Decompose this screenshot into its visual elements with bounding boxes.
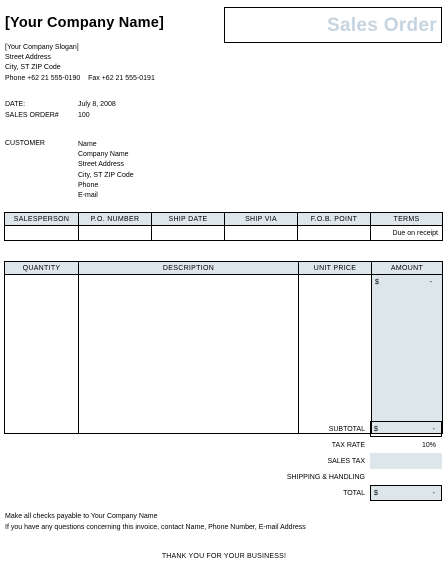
salesperson-cell[interactable]: [5, 226, 79, 241]
order-info-header-row: [5, 213, 443, 226]
customer-phone: Phone: [78, 181, 99, 189]
description-column[interactable]: [79, 275, 299, 434]
footer-notes: [5, 512, 306, 533]
document-title-box: [224, 7, 442, 43]
company-city: City, ST ZIP Code: [5, 64, 61, 72]
po-number-cell[interactable]: [79, 226, 152, 241]
order-info-row: [5, 226, 443, 241]
subtotal-currency: $: [374, 425, 378, 433]
ship-date-cell[interactable]: [152, 226, 225, 241]
fob-point-header: F.O.B. POINT: [298, 213, 371, 226]
amount-value: -: [429, 279, 432, 286]
sales-tax-row: [265, 453, 442, 469]
payment-note: Make all checks payable to Your Company Name: [5, 513, 158, 520]
order-info-table: [4, 212, 443, 241]
shipping-label: SHIPPING & HANDLING: [286, 473, 365, 481]
unit-price-column[interactable]: [299, 275, 372, 434]
po-number-header: P.O. NUMBER: [79, 213, 152, 226]
customer-city: City, ST ZIP Code: [78, 171, 134, 179]
line-items-table: [4, 261, 443, 434]
tax-rate-label: TAX RATE: [331, 441, 365, 449]
ship-via-header: SHIP VIA: [225, 213, 298, 226]
unit-price-header: UNIT PRICE: [299, 262, 372, 275]
customer-company: Company Name: [78, 151, 129, 159]
terms-header: TERMS: [371, 213, 443, 226]
total-row: [265, 485, 442, 501]
company-contact: Phone +62 21 555-0190 Fax +62 21 555-0191: [5, 74, 155, 82]
quantity-header: QUANTITY: [5, 262, 79, 275]
subtotal-row: [265, 421, 442, 437]
subtotal-value: -: [432, 425, 435, 433]
customer-email: E-mail: [78, 192, 98, 200]
subtotal-label: SUBTOTAL: [328, 425, 365, 433]
totals-block: [265, 421, 442, 501]
company-address-block: [5, 43, 155, 84]
amount-currency: $: [375, 279, 379, 286]
questions-note: If you have any questions concerning this invoice, contact Name, Phone Number, E-mail Address: [5, 523, 306, 531]
sales-tax-label: SALES TAX: [327, 457, 365, 465]
company-name: [Your Company Name]: [5, 15, 165, 31]
sales-tax-field[interactable]: [370, 453, 442, 469]
line-items-body-row: [5, 275, 443, 434]
quantity-column[interactable]: [5, 275, 79, 434]
description-header: DESCRIPTION: [79, 262, 299, 275]
amount-header: AMOUNT: [372, 262, 443, 275]
shipping-row: [265, 469, 442, 485]
company-slogan: [Your Company Slogan]: [5, 44, 79, 51]
total-value: -: [432, 489, 435, 497]
total-field[interactable]: [370, 485, 442, 501]
date-value: July 8, 2008: [78, 101, 116, 108]
tax-rate-field[interactable]: [370, 437, 442, 453]
subtotal-field[interactable]: [370, 421, 442, 437]
date-label: DATE:: [5, 101, 26, 108]
company-street: Street Address: [5, 54, 51, 62]
fob-point-cell[interactable]: [298, 226, 371, 241]
amount-column[interactable]: [372, 275, 443, 434]
sales-order-value: 100: [78, 112, 90, 119]
ship-date-header: SHIP DATE: [152, 213, 225, 226]
document-title: Sales Order: [327, 15, 437, 36]
tax-rate-row: [265, 437, 442, 453]
ship-via-cell[interactable]: [225, 226, 298, 241]
total-label: TOTAL: [343, 489, 365, 497]
line-items-header-row: [5, 262, 443, 275]
terms-cell[interactable]: Due on receipt: [371, 226, 443, 241]
customer-name: Name: [78, 141, 97, 148]
customer-label: CUSTOMER: [5, 140, 45, 147]
thank-you-message: THANK YOU FOR YOUR BUSINESS!: [161, 553, 287, 560]
customer-block: [78, 140, 134, 201]
shipping-field[interactable]: [370, 469, 442, 485]
sales-order-label: SALES ORDER#: [5, 112, 59, 119]
total-currency: $: [374, 489, 378, 497]
tax-rate-value: 10%: [421, 441, 436, 449]
salesperson-header: SALESPERSON: [5, 213, 79, 226]
customer-street: Street Address: [78, 161, 124, 169]
